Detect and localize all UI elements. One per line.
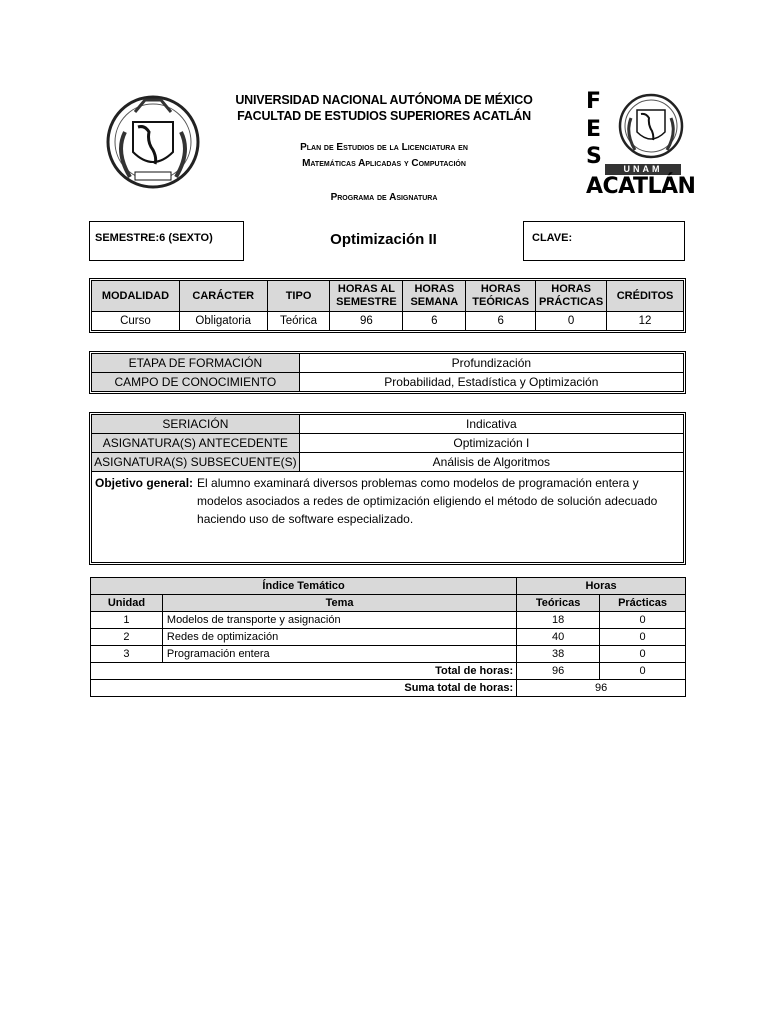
row-tema: Modelos de transporte y asignación (162, 612, 516, 629)
total-practicas: 0 (600, 663, 686, 680)
indice-title: Índice Temático (91, 578, 517, 595)
suma-value: 96 (517, 680, 686, 697)
header-caracter: CARÁCTER (179, 281, 267, 312)
etapa-value: Profundización (299, 354, 683, 373)
indice-header-row (91, 595, 686, 612)
row-unidad: 2 (91, 629, 163, 646)
objetivo-text: El alumno examinará diversos problemas como modelos de programación entera y modelos asociados a redes de optimización eligiendo el método de solución adecuado haciendo uso de software especializado. (197, 476, 658, 526)
row-teoricas: 38 (517, 646, 600, 663)
row-teoricas: 18 (517, 612, 600, 629)
header-horas-semestre: HORAS AL SEMESTRE (330, 281, 403, 312)
header-tema: Tema (162, 595, 516, 612)
header-tipo: TIPO (267, 281, 330, 312)
header-teoricas: Teóricas (517, 595, 600, 612)
objetivo-label: Objetivo general: (95, 476, 194, 490)
indice-tematico-table (90, 577, 686, 697)
value-modalidad: Curso (92, 312, 180, 331)
value-horas-semestre: 96 (330, 312, 403, 331)
total-label: Total de horas: (91, 663, 517, 680)
header-modalidad: MODALIDAD (92, 281, 180, 312)
semester-box (89, 221, 244, 261)
value-caracter: Obligatoria (179, 312, 267, 331)
faculty-name: FACULTAD DE ESTUDIOS SUPERIORES ACATLÁN (237, 109, 531, 123)
header-horas-practicas: HORAS PRÁCTICAS (536, 281, 607, 312)
plan-line-1: Plan de Estudios de la Licenciatura en (300, 142, 468, 153)
subsecuente-value: Análisis de Algoritmos (299, 453, 683, 472)
header-horas-semana: HORAS SEMANA (403, 281, 466, 312)
subsecuente-label: ASIGNATURA(S) SUBSECUENTE(S) (92, 453, 300, 472)
etapa-label: ETAPA DE FORMACIÓN (92, 354, 300, 373)
suma-row (91, 680, 686, 697)
unam-band: UNAM (605, 164, 681, 175)
seriacion-table (91, 414, 684, 563)
horas-header: Horas (517, 578, 686, 595)
row-tema: Redes de optimización (162, 629, 516, 646)
clave-text: CLAVE: (532, 232, 573, 244)
row-unidad: 3 (91, 646, 163, 663)
antecedente-value: Optimización I (299, 434, 683, 453)
campo-row (92, 373, 684, 392)
table-row (91, 612, 686, 629)
row-tema: Programación entera (162, 646, 516, 663)
header-creditos: CRÉDITOS (607, 281, 684, 312)
value-creditos: 12 (607, 312, 684, 331)
seriacion-label: SERIACIÓN (92, 415, 300, 434)
semester-text: SEMESTRE:6 (SEXTO) (95, 232, 213, 244)
row-teoricas: 40 (517, 629, 600, 646)
campo-value: Probabilidad, Estadística y Optimización (299, 373, 683, 392)
clave-box (523, 221, 685, 261)
seriacion-value: Indicativa (299, 415, 683, 434)
table-row (91, 646, 686, 663)
header-practicas: Prácticas (600, 595, 686, 612)
objetivo-cell (92, 472, 684, 563)
table-row (91, 629, 686, 646)
modalidad-header-row (92, 281, 684, 312)
fes-letter-f: F (586, 89, 602, 114)
subsecuente-row (92, 453, 684, 472)
value-tipo: Teórica (267, 312, 330, 331)
total-row (91, 663, 686, 680)
total-teoricas: 96 (517, 663, 600, 680)
fes-letter-e: E (586, 117, 602, 142)
acatlan-wordmark: ACATLÁN (586, 174, 696, 199)
antecedente-label: ASIGNATURA(S) ANTECEDENTE (92, 434, 300, 453)
row-practicas: 0 (600, 646, 686, 663)
program-label: Programa de Asignatura (330, 192, 438, 203)
objetivo-row (92, 472, 684, 563)
course-title: Optimización II (330, 231, 437, 248)
antecedente-row (92, 434, 684, 453)
modalidad-value-row (92, 312, 684, 331)
indice-title-row (91, 578, 686, 595)
modalidad-table (91, 280, 684, 331)
row-practicas: 0 (600, 629, 686, 646)
row-unidad: 1 (91, 612, 163, 629)
seriacion-row (92, 415, 684, 434)
campo-label: CAMPO DE CONOCIMIENTO (92, 373, 300, 392)
fes-letter-s: S (586, 144, 602, 169)
header-horas-teoricas: HORAS TEÓRICAS (466, 281, 536, 312)
header-unidad: Unidad (91, 595, 163, 612)
value-horas-semana: 6 (403, 312, 466, 331)
university-name: UNIVERSIDAD NACIONAL AUTÓNOMA DE MÉXICO (235, 93, 533, 107)
suma-label: Suma total de horas: (91, 680, 517, 697)
value-horas-practicas: 0 (536, 312, 607, 331)
value-horas-teoricas: 6 (466, 312, 536, 331)
etapa-table (91, 353, 684, 392)
plan-line-2: Matemáticas Aplicadas y Computación (302, 158, 466, 169)
etapa-row (92, 354, 684, 373)
row-practicas: 0 (600, 612, 686, 629)
